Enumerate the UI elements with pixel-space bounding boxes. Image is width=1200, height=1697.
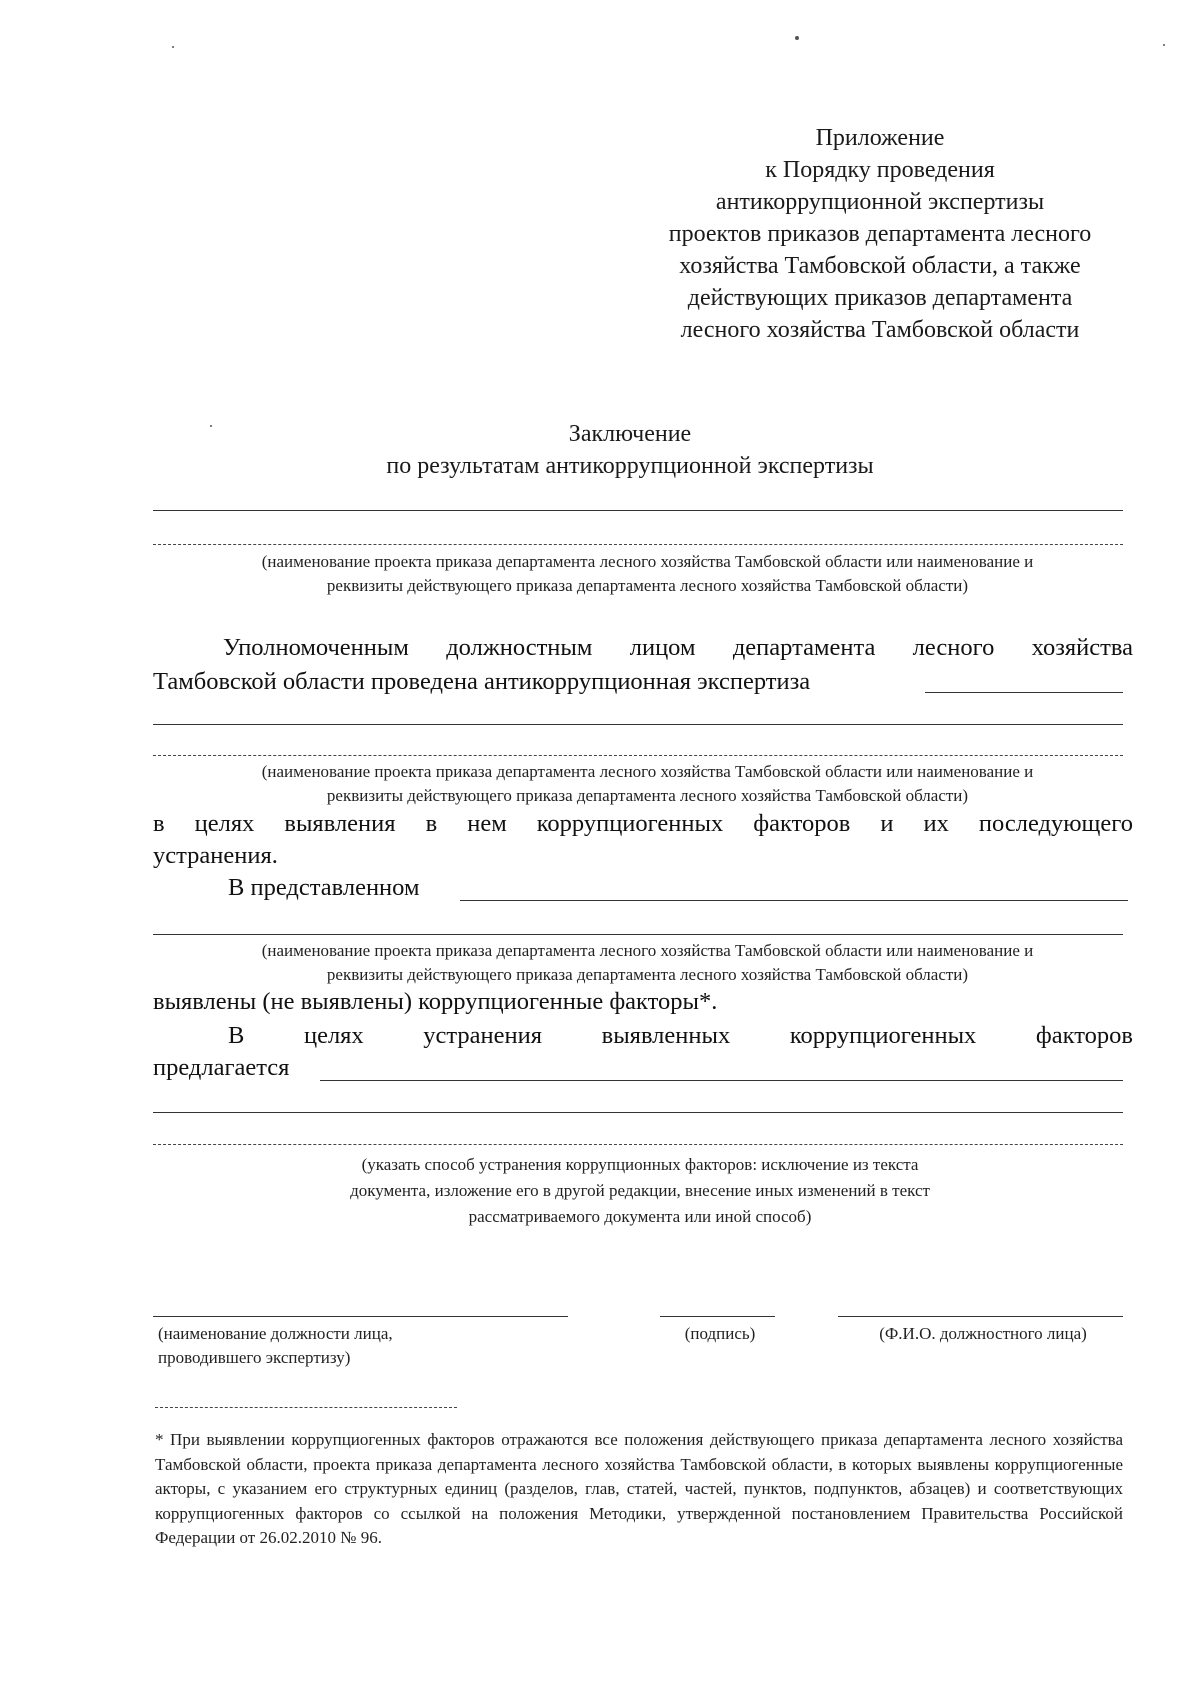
blank-line — [153, 1144, 1123, 1145]
paragraph-text: в целях выявления в нем коррупциогенных факторов и их последующего — [153, 810, 1133, 837]
paragraph-purpose-line2 — [153, 840, 1133, 872]
appendix-line: проектов приказов департамента лесного — [668, 221, 1092, 247]
paragraph-word: выявленных — [601, 1022, 731, 1049]
title-line: по результатам антикоррупционной экспертизы — [386, 453, 874, 479]
blank-line — [153, 724, 1123, 725]
blank-line — [153, 544, 1123, 545]
paragraph-word: коррупциогенных — [789, 1022, 977, 1049]
caption-line: (наименование должности лица, — [158, 1324, 393, 1343]
paragraph-expert — [153, 632, 1133, 664]
document-title — [290, 418, 970, 482]
paragraph-expert-line2 — [153, 666, 1133, 698]
blank-line — [320, 1080, 1123, 1081]
caption-line: документа, изложение его в другой редакции, внесение иных изменений в текст — [350, 1181, 930, 1200]
caption-line: (наименование проекта приказа департамента лесного хозяйства Тамбовской области или наименование и — [261, 552, 1034, 571]
blank-line — [153, 755, 1123, 756]
name-caption — [838, 1322, 1128, 1346]
caption-text: (Ф.И.О. должностного лица) — [879, 1324, 1087, 1343]
signature-line — [660, 1316, 775, 1317]
footnote-separator — [155, 1407, 457, 1408]
appendix-line: действующих приказов департамента — [687, 285, 1073, 311]
paragraph-text: устранения. — [153, 842, 278, 869]
signature-caption — [660, 1322, 780, 1346]
appendix-line: Приложение — [815, 125, 945, 151]
caption-line: рассматриваемого документа или иной способ) — [468, 1207, 812, 1226]
paragraph-text: Тамбовской области проведена антикоррупционная экспертиза — [153, 668, 811, 695]
appendix-line: к Порядку проведения — [765, 157, 995, 183]
position-caption — [158, 1322, 558, 1370]
paragraph-word: устранения — [423, 1022, 543, 1049]
caption-line: (наименование проекта приказа департамента лесного хозяйства Тамбовской области или наименование и — [261, 941, 1034, 960]
blank-line — [460, 900, 1128, 901]
appendix-header — [600, 122, 1160, 346]
blank-line — [153, 1112, 1123, 1113]
title-line: Заключение — [568, 421, 692, 447]
paragraph-result — [153, 986, 1133, 1018]
name-signature-line — [838, 1316, 1123, 1317]
scan-speck — [172, 46, 174, 48]
scan-speck — [795, 36, 799, 40]
scan-speck — [210, 425, 212, 427]
method-caption — [200, 1152, 1080, 1230]
paragraph-proposal — [228, 1020, 1133, 1052]
paragraph-word: факторов — [1035, 1022, 1133, 1049]
position-signature-line — [153, 1316, 568, 1317]
caption-line: проводившего экспертизу) — [158, 1348, 351, 1367]
blank-line — [925, 692, 1123, 693]
appendix-line: антикоррупционной экспертизы — [715, 189, 1045, 215]
footnote-text: * При выявлении коррупциогенных факторов отражаются все положения действующего приказа департамента лесного хозяйства Тамбовской области, проекта приказа департамента лесного хозяйства Тамбовской области, в которых выявлены коррупциогенные акторы, с указанием его структурных единиц (разделов, глав, статей, частей, пунктов, подпунктов, абзацев) и соответствующих коррупциогенных факторов со ссылкой на положения Методики, утвержденной постановлением Правительства Российской Федерации от 26.02.2010 № 96. — [155, 1430, 1123, 1547]
paragraph-word: В — [228, 1022, 245, 1049]
blank-line — [153, 934, 1123, 935]
paragraph-text: выявлены (не выявлены) коррупциогенные факторы*. — [153, 988, 718, 1015]
caption-text: (подпись) — [684, 1324, 756, 1343]
paragraph-word: целях — [303, 1022, 364, 1049]
footnote — [155, 1428, 1123, 1551]
paragraph-text: предлагается — [153, 1054, 290, 1081]
paragraph-text: Уполномоченным должностным лицом департамента лесного хозяйства — [223, 634, 1133, 661]
caption-line: реквизиты действующего приказа департамента лесного хозяйства Тамбовской области) — [326, 965, 969, 984]
caption-line: (указать способ устранения коррупционных факторов: исключение из текста — [361, 1155, 919, 1174]
appendix-line: хозяйства Тамбовской области, а также — [679, 253, 1081, 279]
document-name-caption — [175, 939, 1120, 987]
appendix-line: лесного хозяйства Тамбовской области — [680, 317, 1080, 343]
paragraph-text: В представленном — [228, 874, 420, 901]
scan-speck — [1163, 44, 1165, 46]
caption-line: реквизиты действующего приказа департамента лесного хозяйства Тамбовской области) — [326, 576, 969, 595]
document-name-caption — [175, 550, 1120, 598]
caption-line: (наименование проекта приказа департамента лесного хозяйства Тамбовской области или наименование и — [261, 762, 1034, 781]
caption-line: реквизиты действующего приказа департамента лесного хозяйства Тамбовской области) — [326, 786, 969, 805]
paragraph-purpose — [153, 808, 1133, 840]
blank-line — [153, 510, 1123, 511]
document-name-caption — [175, 760, 1120, 808]
